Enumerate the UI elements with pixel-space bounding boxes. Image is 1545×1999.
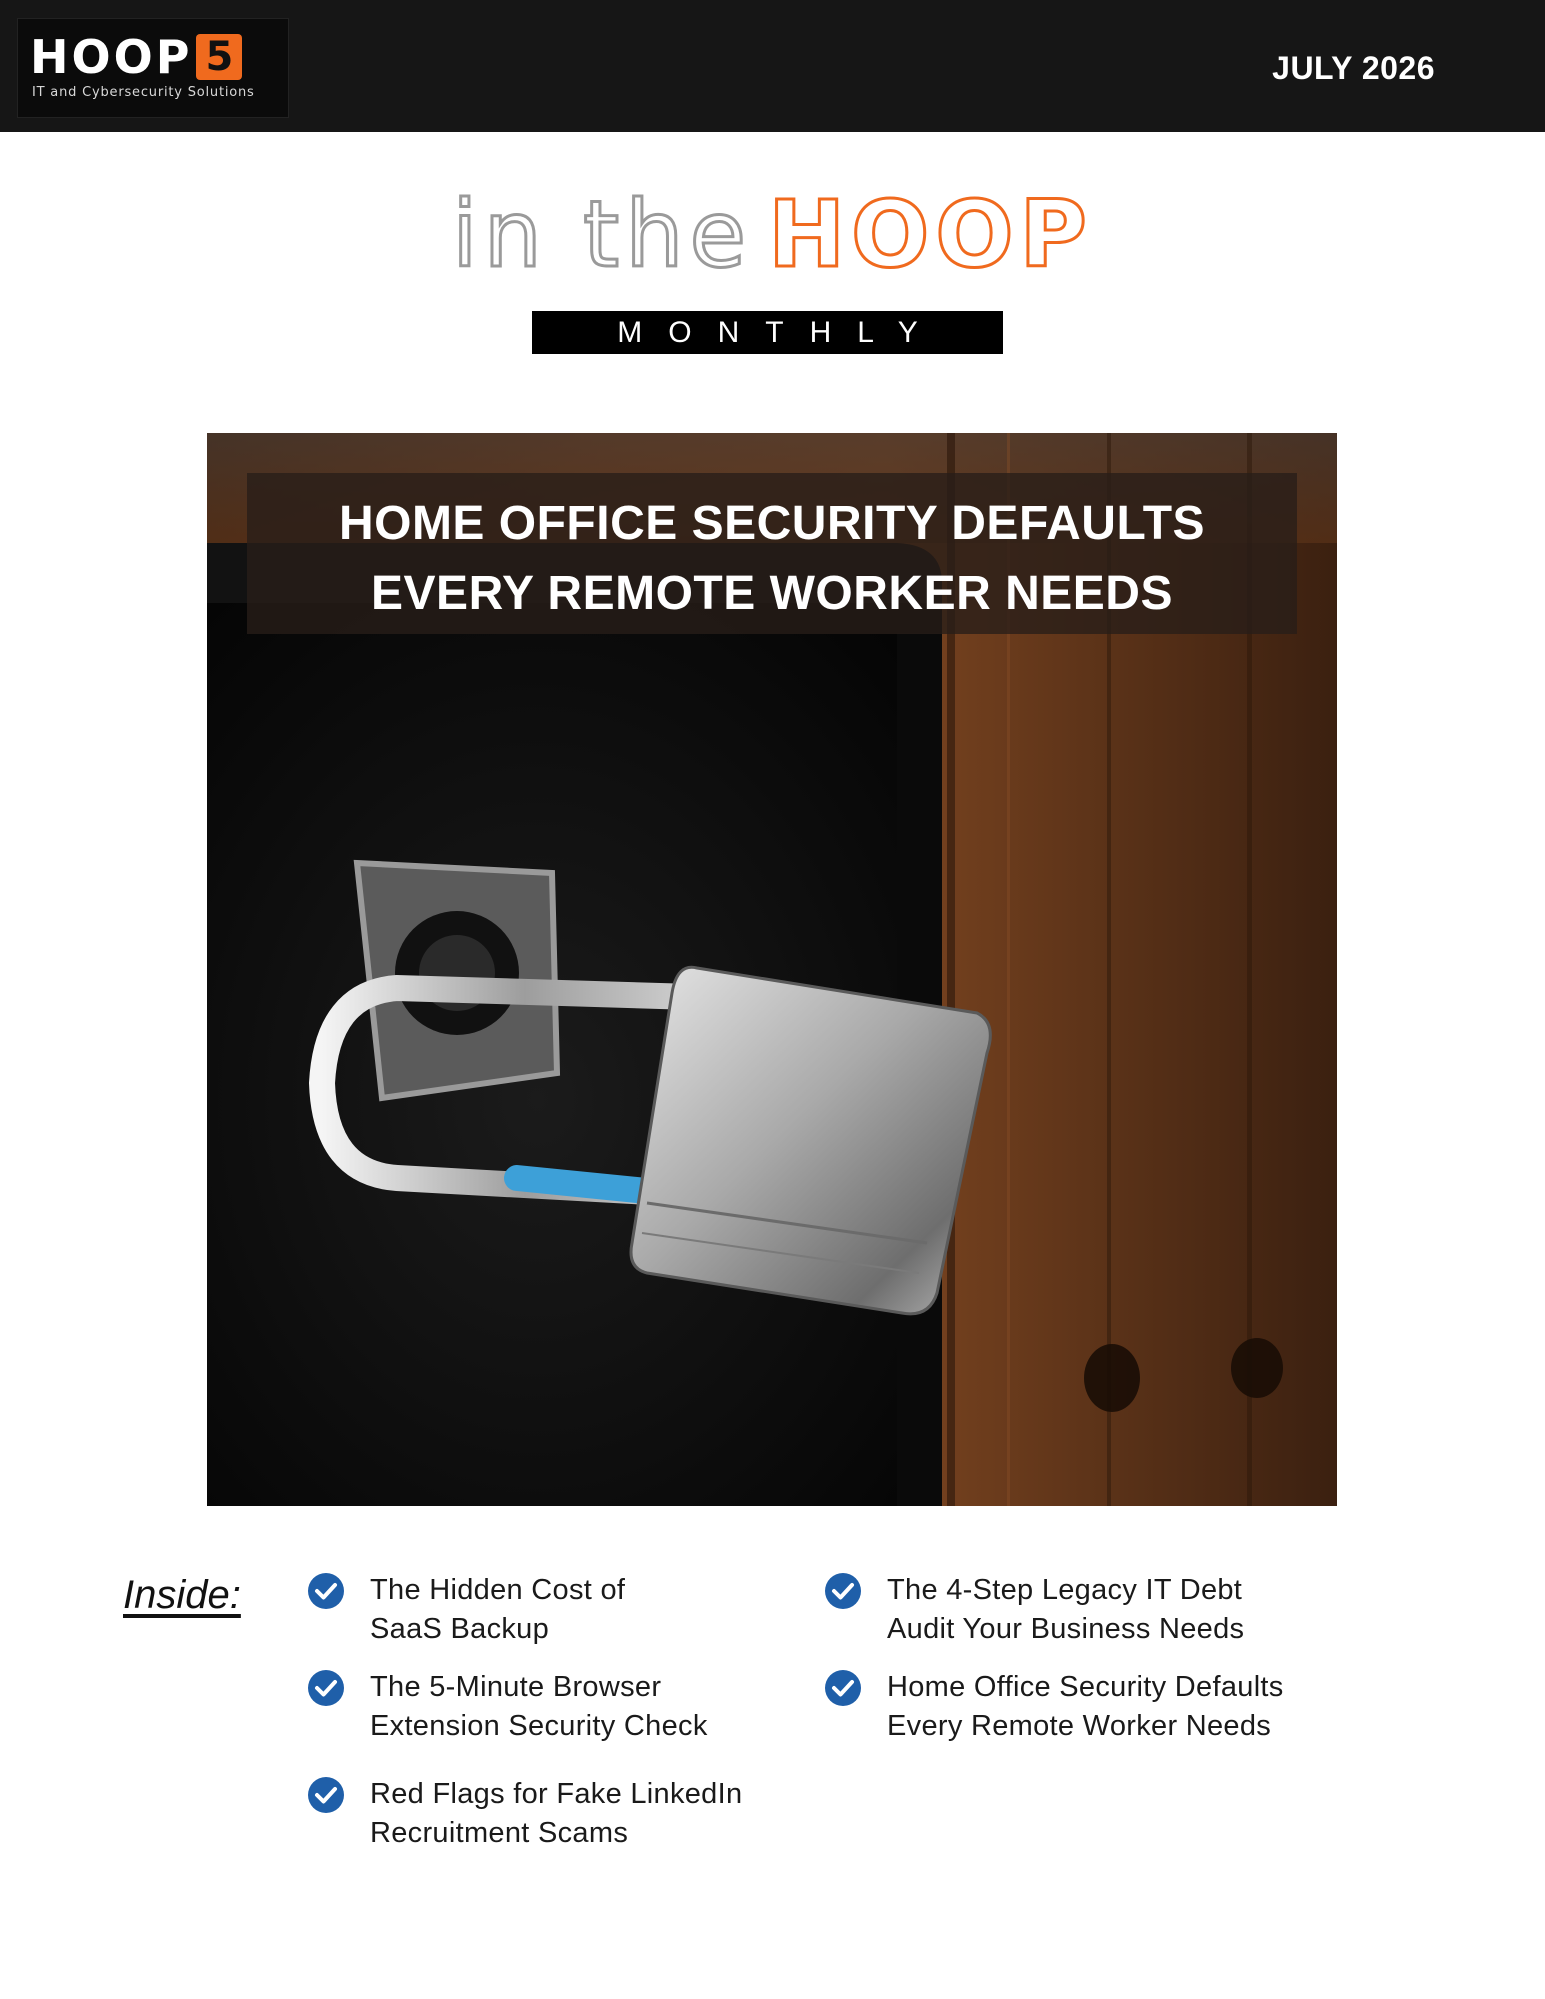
- toc-item-line1: The Hidden Cost of: [370, 1574, 626, 1606]
- checkmark-icon: [308, 1777, 344, 1813]
- checkmark-icon: [308, 1573, 344, 1609]
- toc-item-line2: Recruitment Scams: [370, 1817, 629, 1849]
- toc-item-line1: The 5-Minute Browser: [370, 1671, 662, 1703]
- toc-item-title: [370, 1571, 810, 1649]
- checkmark-icon: [308, 1670, 344, 1706]
- checkmark-icon: [825, 1573, 861, 1609]
- toc-item-line2: Every Remote Worker Needs: [887, 1710, 1272, 1742]
- logo-wordmark: [30, 30, 242, 84]
- toc-item-line1: The 4-Step Legacy IT Debt: [887, 1574, 1243, 1606]
- hero-headline-banner: [247, 473, 1297, 634]
- toc-item-line1: Home Office Security Defaults: [887, 1671, 1284, 1703]
- toc-item-title: [887, 1668, 1327, 1746]
- hero-headline-line2: EVERY REMOTE WORKER NEEDS: [371, 567, 1173, 620]
- hero-headline[interactable]: [247, 489, 1297, 629]
- logo-tagline: IT and Cybersecurity Solutions: [32, 85, 255, 100]
- header-bar: [0, 0, 1545, 132]
- masthead-title-part1: in the: [452, 181, 753, 288]
- hero-image: [207, 433, 1337, 1506]
- toc-item-line2: SaaS Backup: [370, 1613, 550, 1645]
- hero-headline-line1: HOME OFFICE SECURITY DEFAULTS: [338, 497, 1206, 550]
- toc-item-line2: Audit Your Business Needs: [887, 1613, 1245, 1645]
- masthead-title-part2: HOOP: [768, 181, 1093, 288]
- inside-label: Inside:: [123, 1573, 241, 1617]
- logo-number-badge: 5: [196, 34, 242, 80]
- monthly-banner: MONTHLY: [532, 311, 1003, 354]
- toc-item-title: [370, 1775, 810, 1853]
- logo-text: HOOP: [30, 30, 193, 84]
- hoop5-logo[interactable]: [17, 18, 289, 118]
- issue-date: JULY 2026: [1272, 50, 1435, 86]
- toc-item-title: [370, 1668, 810, 1746]
- newsletter-masthead: [0, 180, 1545, 290]
- toc-item-title: [887, 1571, 1327, 1649]
- checkmark-icon: [825, 1670, 861, 1706]
- toc-item-line2: Extension Security Check: [370, 1710, 708, 1742]
- toc-item-line1: Red Flags for Fake LinkedIn: [370, 1778, 743, 1810]
